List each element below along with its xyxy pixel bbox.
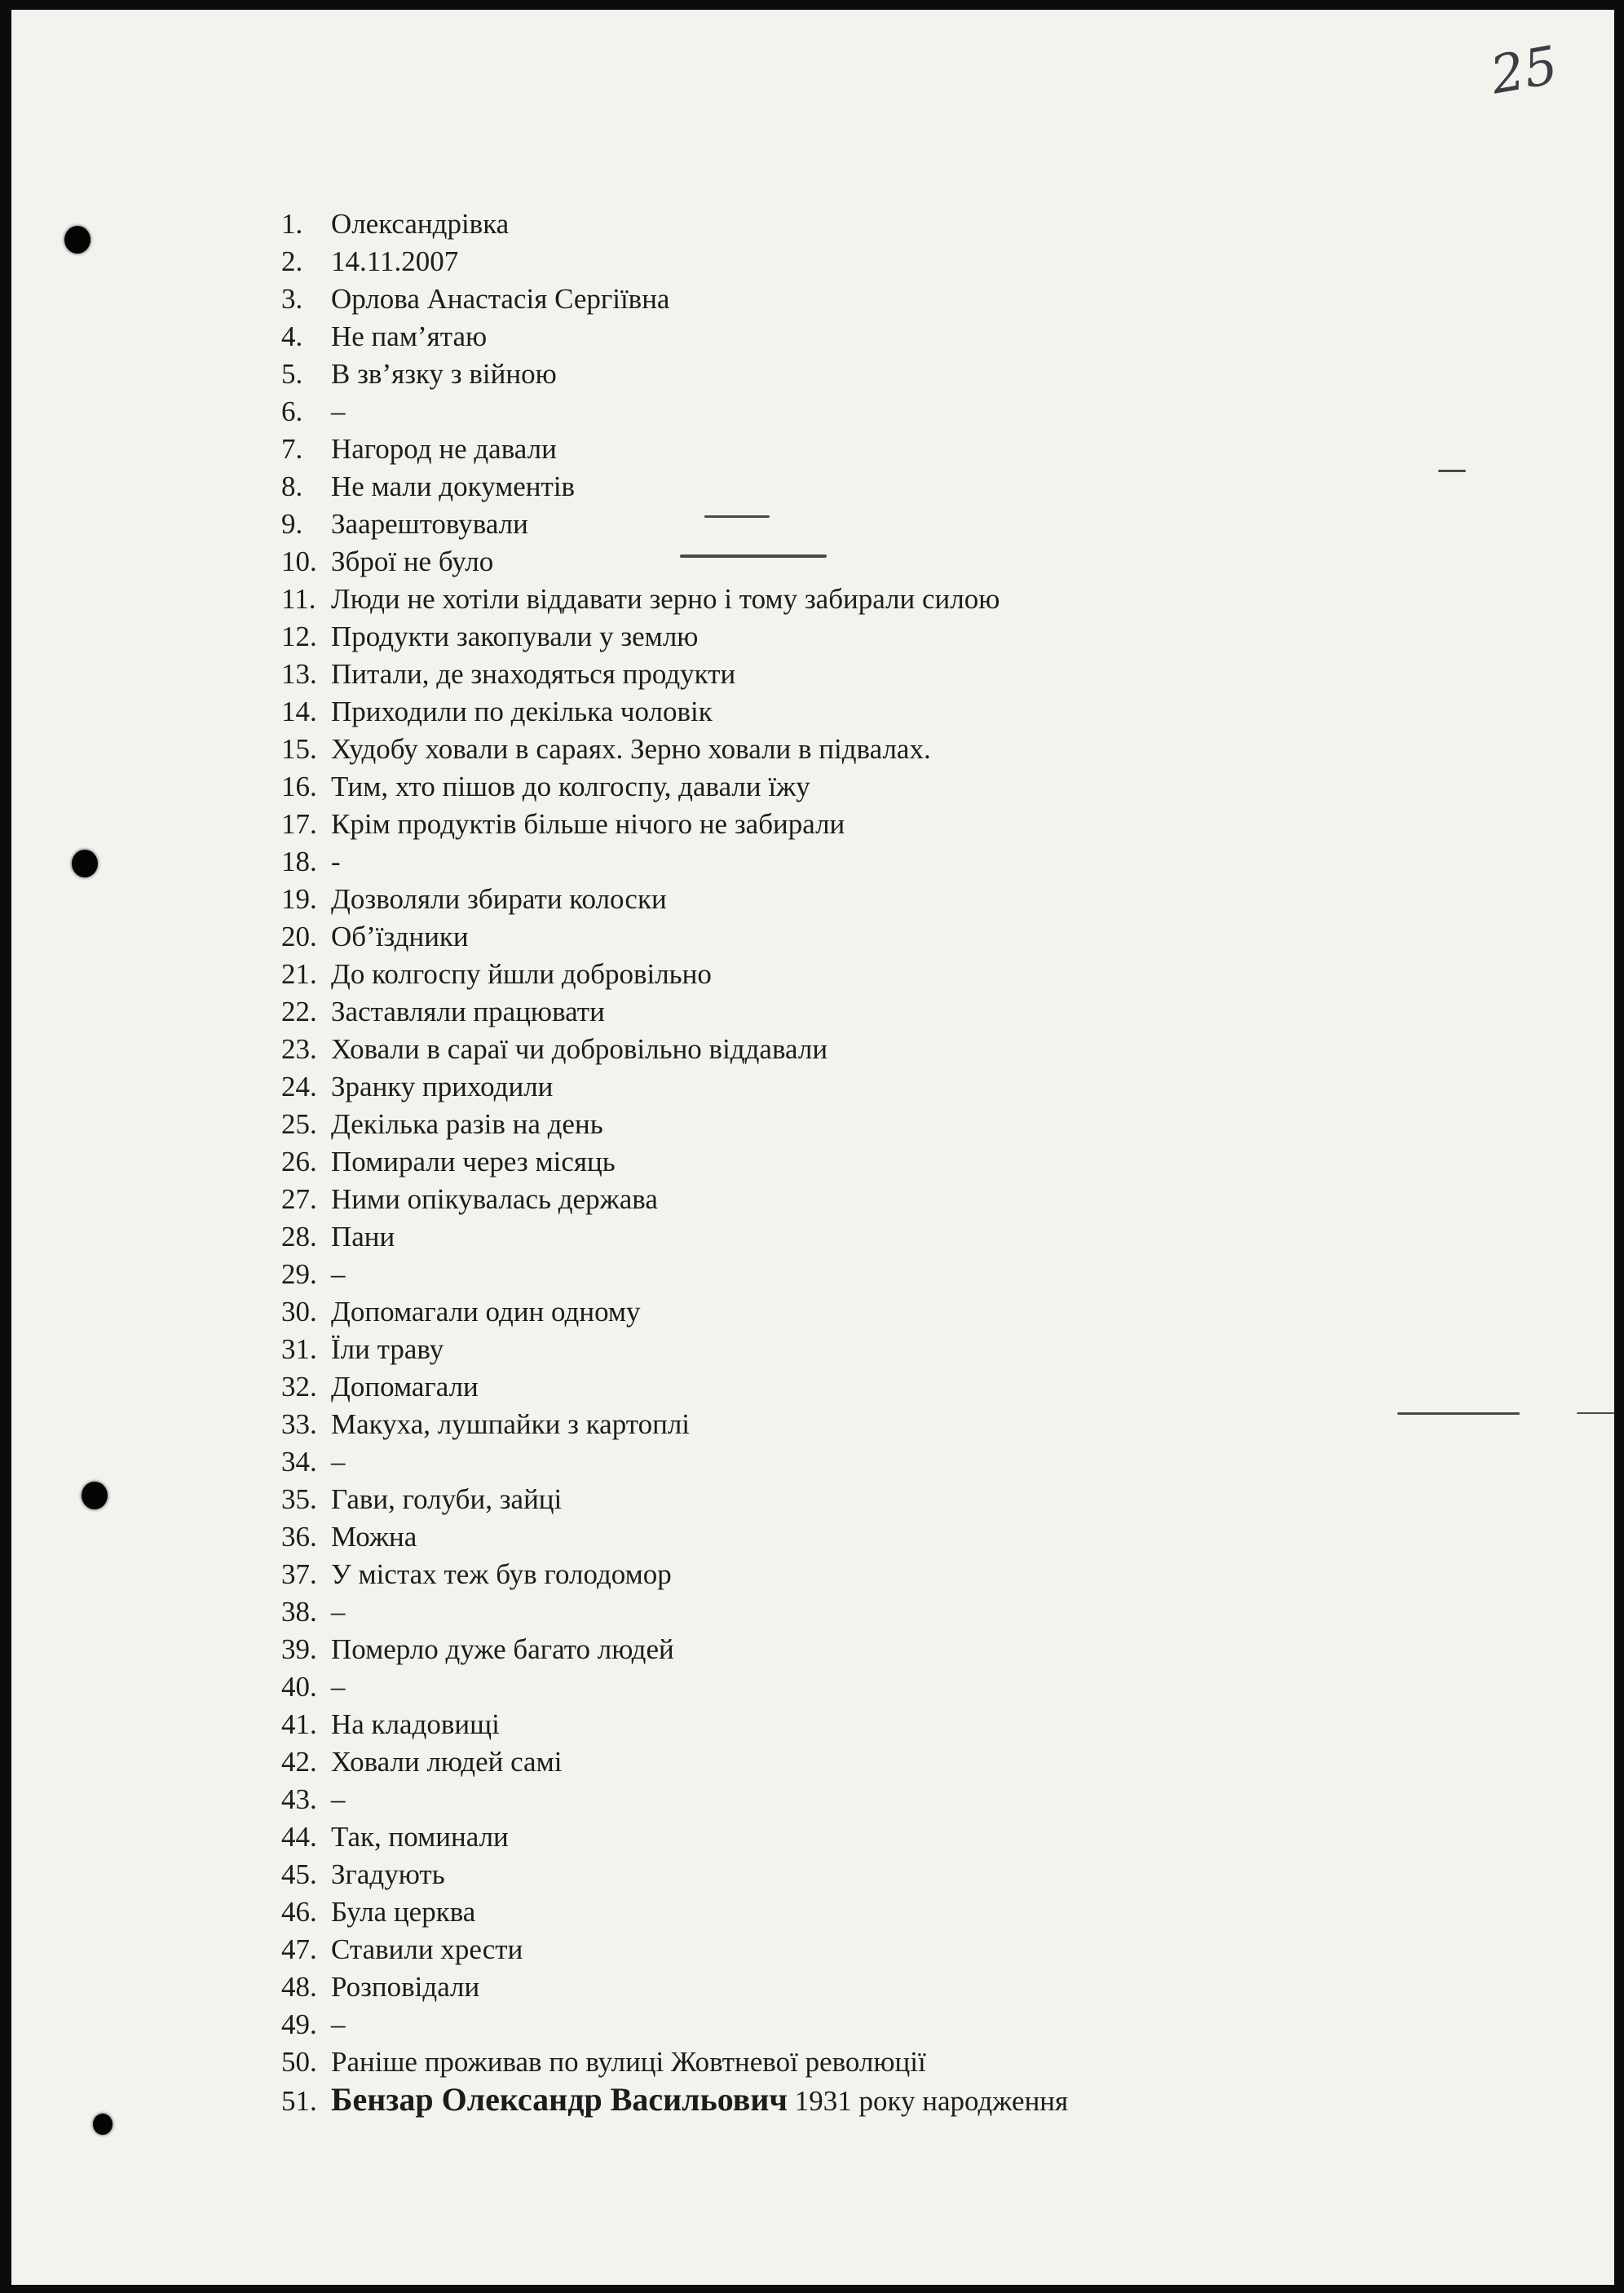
answer-item [281, 918, 1068, 956]
item-number: 43. [281, 1783, 317, 1815]
item-number: 32. [281, 1371, 317, 1403]
answer-item [281, 1481, 1068, 1518]
answer-text: Помирали через місяць [331, 1146, 616, 1177]
answer-text: Крім продуктів більше нічого не забирали [331, 808, 845, 840]
item-number: 25. [281, 1108, 317, 1140]
answer-text: Об’їздники [331, 921, 469, 952]
item-number: 22. [281, 996, 317, 1027]
item-number: 21. [281, 958, 317, 990]
item-number: 35. [281, 1483, 317, 1515]
answer-text: У містах теж був голодомор [331, 1558, 672, 1590]
answer-item [281, 506, 1068, 543]
answer-item [281, 1781, 1068, 1818]
item-number: 49. [281, 2008, 317, 2040]
answer-item [281, 656, 1068, 693]
item-number: 28. [281, 1221, 317, 1253]
answer-item [281, 1443, 1068, 1481]
answer-text: Згадують [331, 1858, 445, 1890]
item-number: 45. [281, 1858, 317, 1890]
answer-text: Була церква [331, 1896, 476, 1928]
answer-item [281, 1406, 1068, 1443]
answer-text: Гави, голуби, зайці [331, 1483, 563, 1515]
answer-item [281, 1181, 1068, 1218]
answer-text: Так, поминали [331, 1821, 509, 1853]
answer-item [281, 843, 1068, 881]
answer-text: Ховали людей самі [331, 1746, 563, 1778]
item-number: 9. [281, 508, 303, 540]
item-number: 42. [281, 1746, 317, 1778]
answer-text: Заставляли працювати [331, 996, 605, 1027]
answer-text: Заарештовували [331, 508, 528, 540]
item-number: 27. [281, 1183, 317, 1215]
answer-item [281, 1593, 1068, 1631]
answer-item [281, 1293, 1068, 1331]
item-number: 36. [281, 1521, 317, 1553]
item-number: 20. [281, 921, 317, 952]
answer-text: – [331, 1258, 346, 1290]
item-number: 6. [281, 395, 303, 427]
answer-item [281, 281, 1068, 318]
item-number: 16. [281, 771, 317, 802]
answer-item [281, 993, 1068, 1031]
item-number: 13. [281, 658, 317, 690]
answer-item [281, 581, 1068, 618]
answer-text: 14.11.2007 [331, 245, 459, 277]
item-number: 37. [281, 1558, 317, 1590]
answer-item [281, 1968, 1068, 2006]
answer-item [281, 318, 1068, 356]
answer-item [281, 431, 1068, 468]
item-number: 11. [281, 583, 316, 615]
item-number: 24. [281, 1071, 317, 1102]
answer-item [281, 1556, 1068, 1593]
answer-item [281, 1893, 1068, 1931]
item-number: 15. [281, 733, 317, 765]
item-number: 3. [281, 283, 303, 315]
answer-text: – [331, 395, 346, 427]
item-number: 26. [281, 1146, 317, 1177]
answer-text: Орлова Анастасія Сергіївна [331, 283, 670, 315]
answer-item [281, 1668, 1068, 1706]
answer-text: - [331, 846, 341, 877]
answer-text: Ними опікувалась держава [331, 1183, 658, 1215]
item-number: 50. [281, 2046, 317, 2078]
answer-item [281, 543, 1068, 581]
pen-stroke [1397, 1412, 1520, 1415]
item-number: 1. [281, 208, 303, 240]
answer-item [281, 1068, 1068, 1106]
answer-item [281, 2043, 1068, 2081]
handwritten-page-number: 25 [1486, 35, 1563, 107]
answer-text: Приходили по декілька чоловік [331, 696, 713, 727]
answer-text: – [331, 1783, 346, 1815]
answer-item [281, 1931, 1068, 1968]
answer-text: Нагород не давали [331, 433, 557, 465]
pen-stroke [1438, 470, 1466, 472]
answer-text: – [331, 1671, 346, 1703]
answer-item [281, 1518, 1068, 1556]
answer-text: Ставили хрести [331, 1933, 523, 1965]
answer-item [281, 881, 1068, 918]
pen-stroke [1577, 1412, 1614, 1414]
answer-text: Не пам’ятаю [331, 320, 488, 352]
answer-text: Зброї не було [331, 546, 494, 577]
answer-text: 1931 року народження [794, 2085, 1069, 2117]
item-number: 10. [281, 546, 317, 577]
answer-item [281, 1031, 1068, 1068]
answer-text: – [331, 1446, 346, 1478]
document-page [11, 10, 1614, 2285]
answer-text: Худобу ховали в сараях. Зерно ховали в підвалах. [331, 733, 931, 765]
answer-item [281, 2081, 1068, 2118]
item-number: 23. [281, 1033, 317, 1065]
answer-text: Олександрівка [331, 208, 510, 240]
item-number: 12. [281, 621, 317, 652]
punch-hole [72, 850, 98, 877]
answer-text: Зранку приходили [331, 1071, 554, 1102]
answer-text: Можна [331, 1521, 417, 1553]
answer-item [281, 468, 1068, 506]
answer-item [281, 806, 1068, 843]
answer-item [281, 956, 1068, 993]
answer-text: Померло дуже багато людей [331, 1633, 674, 1665]
answer-item [281, 1631, 1068, 1668]
answer-item [281, 1331, 1068, 1368]
item-number: 46. [281, 1896, 317, 1928]
answer-item [281, 2006, 1068, 2043]
answer-text: Питали, де знаходяться продукти [331, 658, 736, 690]
answer-item [281, 356, 1068, 393]
answer-text: Продукти закопували у землю [331, 621, 699, 652]
item-number: 47. [281, 1933, 317, 1965]
answer-text: На кладовищі [331, 1708, 500, 1740]
answer-item [281, 1106, 1068, 1143]
respondent-name: Бензар Олександр Васильович [331, 2081, 788, 2118]
answer-item [281, 205, 1068, 243]
answer-item [281, 768, 1068, 806]
item-number: 2. [281, 245, 303, 277]
answer-item [281, 243, 1068, 281]
answer-item [281, 1368, 1068, 1406]
answer-text: Декілька разів на день [331, 1108, 603, 1140]
item-number: 4. [281, 320, 303, 352]
answer-text: Дозволяли збирати колоски [331, 883, 667, 915]
answer-item [281, 1743, 1068, 1781]
item-number: 38. [281, 1596, 317, 1628]
answer-item [281, 1706, 1068, 1743]
item-number: 30. [281, 1296, 317, 1328]
item-number: 17. [281, 808, 317, 840]
punch-hole [93, 2114, 113, 2135]
item-number: 7. [281, 433, 303, 465]
item-number: 31. [281, 1333, 317, 1365]
answer-item [281, 693, 1068, 731]
punch-hole [64, 226, 90, 254]
item-number: 18. [281, 846, 317, 877]
answer-text: До колгоспу йшли добровільно [331, 958, 712, 990]
answer-item [281, 618, 1068, 656]
item-number: 40. [281, 1671, 317, 1703]
item-number: 19. [281, 883, 317, 915]
answer-item [281, 1856, 1068, 1893]
answer-text: Люди не хотіли віддавати зерно і тому забирали силою [331, 583, 1000, 615]
item-number: 34. [281, 1446, 317, 1478]
answer-text: Не мали документів [331, 471, 576, 502]
answer-text: Пани [331, 1221, 395, 1253]
answer-item [281, 393, 1068, 431]
item-number: 41. [281, 1708, 317, 1740]
punch-hole [82, 1482, 108, 1509]
answer-list [281, 205, 1068, 2118]
answer-text: Розповідали [331, 1971, 480, 2003]
item-number: 39. [281, 1633, 317, 1665]
answer-text: – [331, 1596, 346, 1628]
answer-item [281, 1818, 1068, 1856]
answer-text: Ховали в сараї чи добровільно віддавали [331, 1033, 828, 1065]
answer-item [281, 1218, 1068, 1256]
answer-text: Допомагали [331, 1371, 479, 1403]
item-number: 33. [281, 1408, 317, 1440]
answer-item [281, 1256, 1068, 1293]
answer-item [281, 731, 1068, 768]
answer-text: Допомагали один одному [331, 1296, 641, 1328]
item-number: 44. [281, 1821, 317, 1853]
answer-text: – [331, 2008, 346, 2040]
item-number: 29. [281, 1258, 317, 1290]
answer-text: В зв’язку з війною [331, 358, 557, 390]
item-number: 14. [281, 696, 317, 727]
answer-text: Тим, хто пішов до колгоспу, давали їжу [331, 771, 810, 802]
answer-text: Макуха, лушпайки з картоплі [331, 1408, 691, 1440]
item-number: 51. [281, 2085, 317, 2117]
item-number: 48. [281, 1971, 317, 2003]
answer-text: Раніше проживав по вулиці Жовтневої революції [331, 2046, 926, 2078]
item-number: 8. [281, 471, 303, 502]
answer-item [281, 1143, 1068, 1181]
item-number: 5. [281, 358, 303, 390]
answer-text: Їли траву [331, 1333, 444, 1365]
